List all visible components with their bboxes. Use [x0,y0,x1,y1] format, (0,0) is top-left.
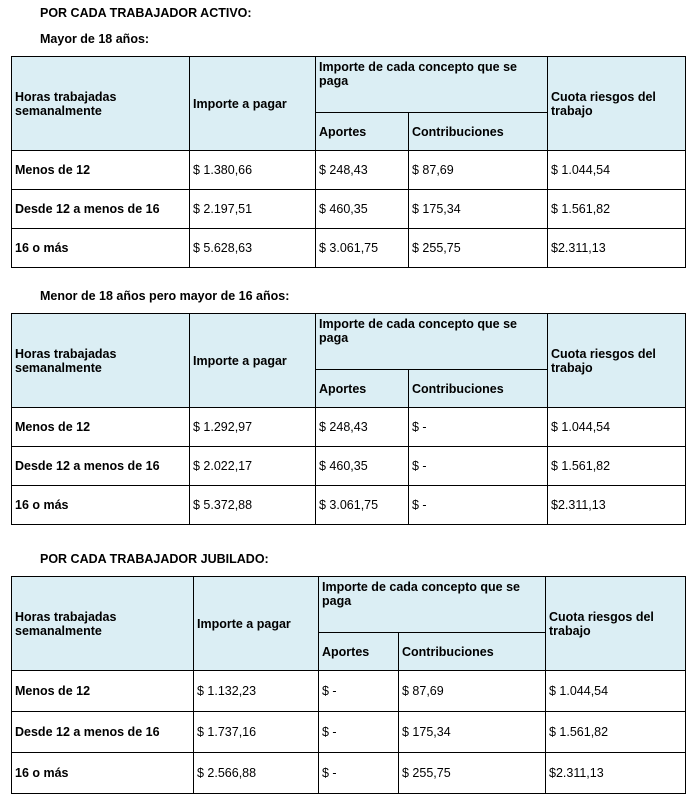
cell-aportes: $ 3.061,75 [316,229,409,268]
cell-cuota: $ 1.561,82 [548,447,686,486]
table-row [12,408,686,447]
cell-aportes: $ 460,35 [316,190,409,229]
cell-cuota: $ 1.044,54 [548,408,686,447]
table-jubilado [11,576,686,794]
cell-cuota: $ 1.044,54 [546,671,686,712]
heading-trabajador-activo: POR CADA TRABAJADOR ACTIVO: [40,6,252,20]
cell-cuota: $2.311,13 [548,486,686,525]
cell-aportes: $ 248,43 [316,151,409,190]
cell-importe: $ 1.292,97 [190,408,316,447]
table-row [12,229,686,268]
col-header-aportes: Aportes [316,113,409,151]
cell-importe: $ 5.628,63 [190,229,316,268]
cell-contribuciones: $ 255,75 [399,753,546,794]
table-row [12,447,686,486]
col-header-contribuciones: Contribuciones [399,633,546,671]
table-row [12,151,686,190]
col-header-importe: Importe a pagar [194,577,319,671]
cell-horas: Desde 12 a menos de 16 [12,190,190,229]
cell-contribuciones: $ 175,34 [409,190,548,229]
table-row [12,712,686,753]
cell-importe: $ 1.380,66 [190,151,316,190]
cell-horas: 16 o más [12,229,190,268]
cell-importe: $ 2.022,17 [190,447,316,486]
col-header-horas: Horas trabajadas semanalmente [12,314,190,408]
col-header-contribuciones: Contribuciones [409,370,548,408]
cell-horas: Menos de 12 [12,151,190,190]
col-header-concepto: Importe de cada concepto que se paga [316,57,548,113]
cell-horas: Menos de 12 [12,408,190,447]
cell-aportes: $ 248,43 [316,408,409,447]
table-row [12,486,686,525]
heading-trabajador-jubilado: POR CADA TRABAJADOR JUBILADO: [40,552,269,566]
cell-horas: 16 o más [12,486,190,525]
cell-cuota: $2.311,13 [548,229,686,268]
cell-aportes: $ 460,35 [316,447,409,486]
col-header-importe: Importe a pagar [190,57,316,151]
cell-contribuciones: $ - [409,486,548,525]
cell-contribuciones: $ 255,75 [409,229,548,268]
cell-horas: 16 o más [12,753,194,794]
cell-contribuciones: $ 175,34 [399,712,546,753]
col-header-importe: Importe a pagar [190,314,316,408]
cell-horas: Menos de 12 [12,671,194,712]
col-header-cuota: Cuota riesgos del trabajo [546,577,686,671]
cell-importe: $ 2.197,51 [190,190,316,229]
cell-cuota: $ 1.044,54 [548,151,686,190]
cell-aportes: $ - [319,712,399,753]
col-header-horas: Horas trabajadas semanalmente [12,57,190,151]
col-header-concepto: Importe de cada concepto que se paga [319,577,546,633]
heading-mayor-18: Mayor de 18 años: [40,32,150,46]
cell-aportes: $ 3.061,75 [316,486,409,525]
cell-cuota: $2.311,13 [546,753,686,794]
cell-horas: Desde 12 a menos de 16 [12,447,190,486]
cell-cuota: $ 1.561,82 [546,712,686,753]
table-row [12,671,686,712]
cell-importe: $ 5.372,88 [190,486,316,525]
cell-contribuciones: $ - [409,408,548,447]
col-header-horas: Horas trabajadas semanalmente [12,577,194,671]
cell-aportes: $ - [319,753,399,794]
col-header-aportes: Aportes [319,633,399,671]
cell-horas: Desde 12 a menos de 16 [12,712,194,753]
col-header-contribuciones: Contribuciones [409,113,548,151]
cell-contribuciones: $ 87,69 [409,151,548,190]
cell-importe: $ 2.566,88 [194,753,319,794]
table-row [12,753,686,794]
col-header-concepto: Importe de cada concepto que se paga [316,314,548,370]
col-header-cuota: Cuota riesgos del trabajo [548,57,686,151]
col-header-aportes: Aportes [316,370,409,408]
cell-cuota: $ 1.561,82 [548,190,686,229]
cell-aportes: $ - [319,671,399,712]
cell-contribuciones: $ - [409,447,548,486]
table-mayor-18 [11,56,686,268]
table-row [12,190,686,229]
heading-menor-18: Menor de 18 años pero mayor de 16 años: [40,289,290,303]
col-header-cuota: Cuota riesgos del trabajo [548,314,686,408]
table-menor-18 [11,313,686,525]
cell-contribuciones: $ 87,69 [399,671,546,712]
cell-importe: $ 1.132,23 [194,671,319,712]
cell-importe: $ 1.737,16 [194,712,319,753]
